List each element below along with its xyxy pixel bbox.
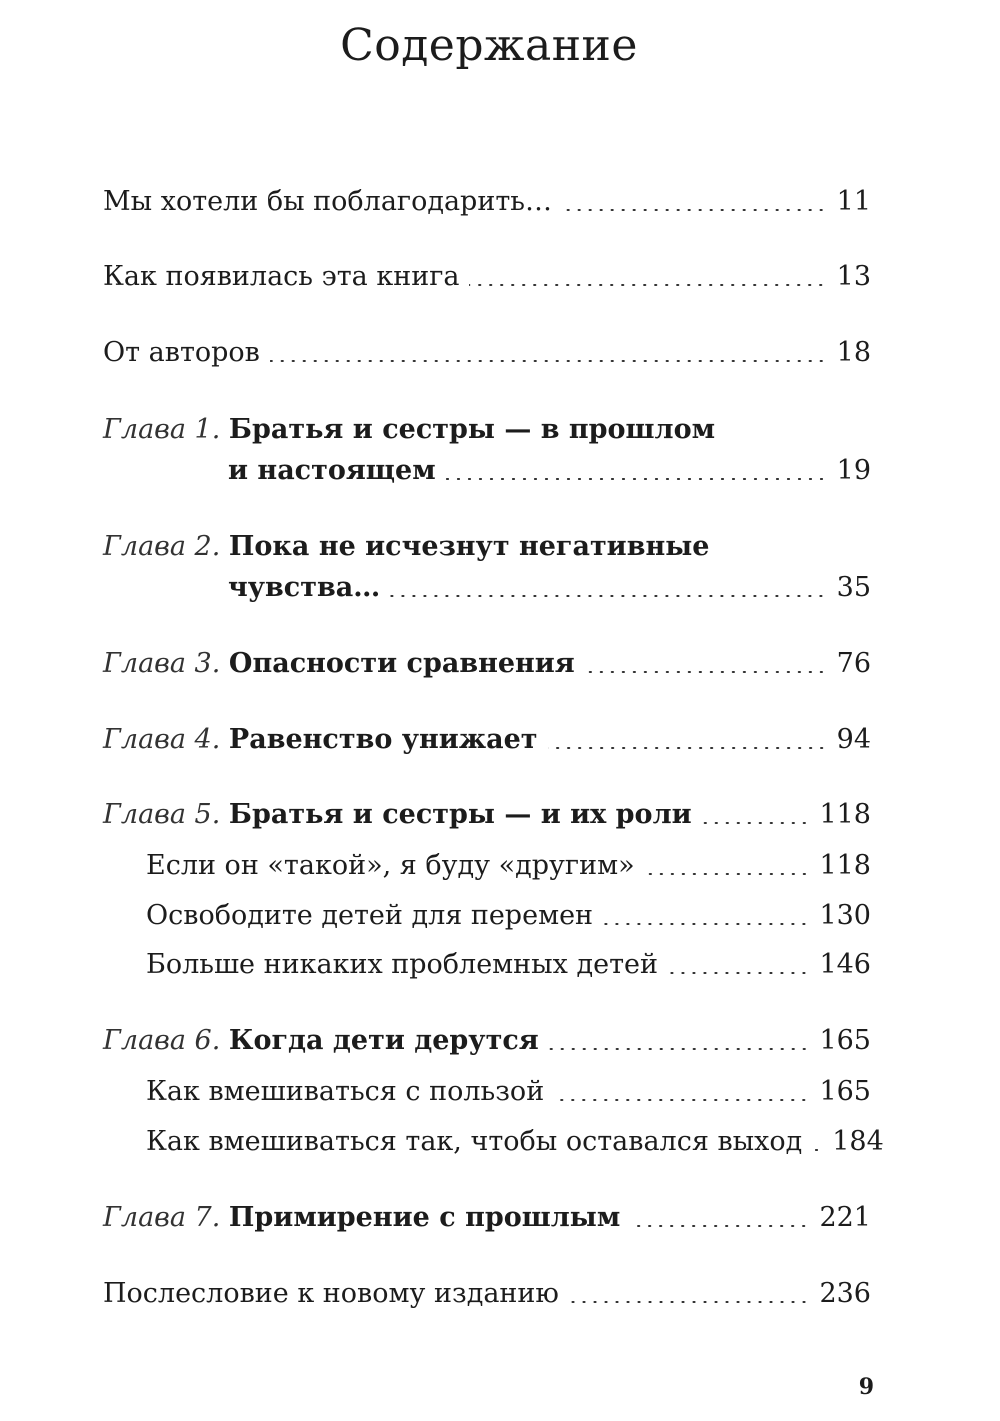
dot-leader xyxy=(562,209,827,211)
toc-page-number: 165 xyxy=(819,1025,871,1056)
toc-entry-afterword[interactable] xyxy=(103,1274,871,1314)
chapter-title: Равенство унижает xyxy=(228,724,538,755)
page-title: Содержание xyxy=(340,20,638,71)
dot-leader xyxy=(645,873,810,875)
dot-leader xyxy=(585,671,827,673)
dot-leader xyxy=(446,478,827,480)
toc-entry-label: Мы хотели бы поблагодарить… xyxy=(103,186,552,217)
chapter-prefix: Глава 5. xyxy=(103,799,221,830)
dot-leader xyxy=(702,822,810,824)
toc-entry-book-origin[interactable] xyxy=(103,257,871,297)
toc-page-number: 221 xyxy=(819,1202,871,1233)
chapter-title: Примирение с прошлым xyxy=(228,1202,621,1233)
chapter-prefix: Глава 2. xyxy=(103,531,221,562)
toc-chapter-6[interactable] xyxy=(103,1021,871,1061)
toc-page-number: 118 xyxy=(819,850,871,881)
subsection-label: Как вмешиваться с пользой xyxy=(146,1076,545,1107)
toc-chapter-4[interactable] xyxy=(103,720,871,760)
toc-subsection[interactable] xyxy=(146,1122,884,1162)
dot-leader xyxy=(554,1099,809,1101)
chapter-title: Когда дети дерутся xyxy=(228,1025,539,1056)
toc-page-number: 184 xyxy=(832,1126,884,1157)
toc-chapter-1-cont[interactable] xyxy=(228,451,871,491)
toc-page-number: 118 xyxy=(819,799,871,830)
toc-subsection[interactable] xyxy=(146,945,871,985)
toc-subsection[interactable] xyxy=(146,846,871,886)
toc-entry-acknowledgements[interactable] xyxy=(103,182,871,222)
toc-subsection[interactable] xyxy=(146,896,871,936)
subsection-label: Освободите детей для перемен xyxy=(146,900,594,931)
chapter-prefix: Глава 1. xyxy=(103,414,221,445)
dot-leader xyxy=(469,284,826,286)
chapter-title: Опасности сравнения xyxy=(228,648,575,679)
dot-leader xyxy=(668,972,809,974)
dot-leader xyxy=(812,1149,822,1151)
dot-leader xyxy=(549,1048,810,1050)
toc-page-number: 11 xyxy=(836,186,871,217)
toc-page-number: 18 xyxy=(836,337,871,368)
toc-subsection[interactable] xyxy=(146,1072,871,1112)
toc-page-number: 94 xyxy=(836,724,871,755)
subsection-label: Больше никаких проблемных детей xyxy=(146,949,658,980)
toc-entry-label: Как появилась эта книга xyxy=(103,261,460,292)
toc-entry-from-authors[interactable] xyxy=(103,333,871,373)
dot-leader xyxy=(390,595,826,597)
toc-chapter-2[interactable] xyxy=(103,527,709,567)
toc-page-number: 130 xyxy=(819,900,871,931)
dot-leader xyxy=(270,360,827,362)
toc-page-number: 76 xyxy=(836,648,871,679)
subsection-label: Если он «такой», я буду «другим» xyxy=(146,850,635,881)
table-of-contents xyxy=(103,0,884,1421)
chapter-prefix: Глава 4. xyxy=(103,724,221,755)
dot-leader xyxy=(548,747,827,749)
dot-leader xyxy=(569,1301,810,1303)
toc-page-number: 13 xyxy=(836,261,871,292)
toc-entry-label: От авторов xyxy=(103,337,260,368)
subsection-label: Как вмешиваться так, чтобы оставался выход xyxy=(146,1126,803,1157)
chapter-title: Братья и сестры — и их роли xyxy=(228,799,692,830)
chapter-title-line2: и настоящем xyxy=(228,455,436,486)
toc-page-number: 19 xyxy=(836,455,871,486)
chapter-title-line1: Пока не исчезнут негативные xyxy=(228,531,710,562)
chapter-title-line2: чувства… xyxy=(228,572,381,603)
chapter-prefix: Глава 6. xyxy=(103,1025,221,1056)
toc-entry-label: Послесловие к новому изданию xyxy=(103,1278,559,1309)
chapter-title-line1: Братья и сестры — в прошлом xyxy=(228,414,716,445)
chapter-prefix: Глава 7. xyxy=(103,1202,221,1233)
toc-page-number: 165 xyxy=(819,1076,871,1107)
toc-chapter-7[interactable] xyxy=(103,1198,871,1238)
toc-chapter-1[interactable] xyxy=(103,410,715,450)
toc-chapter-3[interactable] xyxy=(103,644,871,684)
dot-leader xyxy=(630,1225,809,1227)
toc-page-number: 35 xyxy=(836,572,871,603)
toc-chapter-5[interactable] xyxy=(103,795,871,835)
page-number: 9 xyxy=(858,1374,874,1400)
dot-leader xyxy=(603,923,809,925)
toc-chapter-2-cont[interactable] xyxy=(228,568,871,608)
chapter-prefix: Глава 3. xyxy=(103,648,221,679)
toc-page-number: 236 xyxy=(819,1278,871,1309)
toc-page-number: 146 xyxy=(819,949,871,980)
